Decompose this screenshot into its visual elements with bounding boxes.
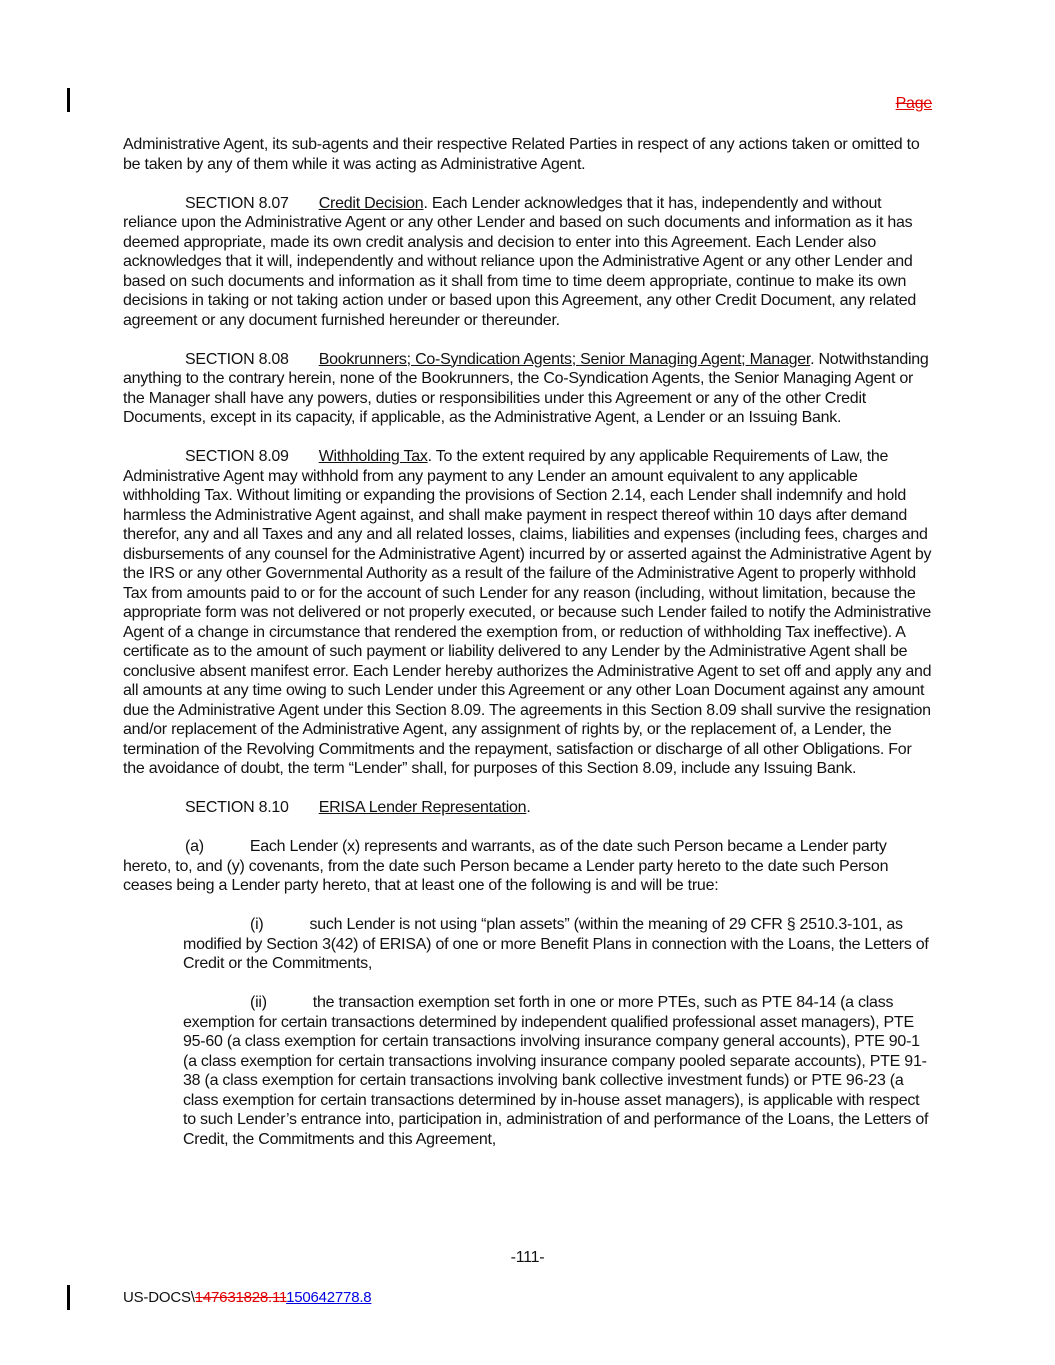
doc-code-prefix: US-DOCS\ [123,1289,195,1306]
section-8-08-paragraph [123,350,935,428]
page-number: -111- [510,1249,545,1266]
subsection-body-text: Each Lender (x) represents and warrants, as of the date such Person became a Lender party hereto, to, and (y) covenants, from the date such Person became a Lender party hereto to the date such Person ceases being a Lender party hereto, that at least one of the following is and will be true: [123,838,889,894]
clause-ii-paragraph [183,993,935,1149]
heading-period: . [526,799,531,816]
section-label: SECTION 8.09 [185,448,289,465]
document-body [123,135,935,1149]
section-8-09-paragraph [123,447,935,779]
revision-change-bar-top [67,88,70,112]
heading-period: . [427,448,432,465]
section-heading: ERISA Lender Representation [318,799,527,816]
clause-body-text: such Lender is not using “plan assets” (within the meaning of 29 CFR § 2510.3-101, as modified by Section 3(42) of ERISA) of one or more Benefit Plans in connection with the Loans, the Letters of Credit or the Commitments, [183,916,929,972]
doc-code-inserted: 150642778.8 [286,1289,372,1306]
clause-body-text: the transaction exemption set forth in one or more PTEs, such as PTE 84-14 (a class exemption for certain transactions determined by independent qualified professional asset managers), PTE 95-60 (a class exemption for certain transactions involving insurance company general accounts), PTE 90-1 (a class exemption for certain transactions involving insurance company pooled separate accounts), PTE 91-38 (a class exemption for certain transactions involving bank collective investment funds) or PTE 96-23 (a class exemption for certain transactions determined by in-house asset managers), is applicable with respect to such Lender’s entrance into, participation in, administration of and performance of the Loans, the Letters of Credit, the Commitments and this Agreement, [183,994,929,1148]
subsection-label: (a) [185,838,204,855]
clause-i-paragraph [183,915,935,974]
clause-label: (ii) [250,994,267,1011]
section-heading: Bookrunners; Co-Syndication Agents; Senior Managing Agent; Manager [318,350,811,368]
heading-period: . [423,194,428,212]
clause-label: (i) [250,916,264,933]
section-label: SECTION 8.07 [185,194,289,212]
section-8-07-paragraph [123,194,935,331]
section-body-text: To the extent required by any applicable Requirements of Law, the Administrative Agent may withhold from any payment to any Lender an amount equivalent to any applicable withholding Tax. Without limiting or expanding the provisions of Section 2.14, each Lender shall indemnify and hold harmless the Administrative Agent against, and shall make payment in respect thereof within 10 days after demand therefor, any and all Taxes and any and all related losses, claims, liabilities and expenses (including fees, charges and disbursements of any counsel for the Administrative Agent) incurred by or asserted against the Administrative Agent by the IRS or any other Governmental Authority as a result of the failure of the Administrative Agent to properly withhold Tax from amounts paid to or for the account of such Lender for any reason (including, without limitation, because the appropriate form was not delivered or not properly executed, or because such Lender failed to notify the Administrative Agent of a change in circumstance that rendered the exemption from, or reduction of withholding Tax ineffective). A certificate as to the amount of such payment or liability delivered to any Lender by the Administrative Agent shall be conclusive absent manifest error. Each Lender hereby authorizes the Administrative Agent to set off and apply any and all amounts at any time owing to such Lender under this Agreement or any other Loan Document against any amount due the Administrative Agent under this Section 8.09. The agreements in this Section 8.09 shall survive the resignation and/or replacement of the Administrative Agent, any assignment of rights by, or the replacement of, a Lender, the termination of the Revolving Commitments and the repayment, satisfaction or discharge of all other Obligations. For the avoidance of doubt, the term “Lender” shall, for purposes of this Section 8.09, include any Issuing Bank. [123,448,932,777]
section-8-10-heading-paragraph [123,798,935,818]
page-header-revision-marker: Page [895,95,932,112]
document-control-number [123,1288,371,1308]
doc-code-deleted: 147631828.11 [194,1289,287,1306]
revision-change-bar-bottom [67,1285,70,1310]
section-body-text: Notwithstanding anything to the contrary herein, none of the Bookrunners, the Co-Syndication Agents, the Senior Managing Agent or the Manager shall have any powers, duties or responsibilities under this Agreement or any of the other Credit Documents, except in its capacity, if applicable, as the Administrative Agent, a Lender or an Issuing Bank. [123,350,929,426]
subsection-a-paragraph [123,837,935,896]
heading-period: . [810,350,815,368]
section-body-text: Each Lender acknowledges that it has, independently and without reliance upon the Administrative Agent or any other Lender and based on such documents and information as it has deemed appropriate, made its own credit analysis and decision to enter into this Agreement. Each Lender also acknowledges that it will, independently and without reliance upon the Administrative Agent or any other Lender and based on such documents and information as it shall from time to time deem appropriate, continue to make its own decisions in taking or not taking action under or based upon this Agreement, any other Credit Document, any related agreement or any document furnished hereunder or thereunder. [123,194,917,329]
section-heading: Withholding Tax [318,448,428,465]
section-label: SECTION 8.10 [185,799,289,816]
paragraph-continuation [123,135,935,174]
section-label: SECTION 8.08 [185,350,289,368]
section-heading: Credit Decision [318,194,424,212]
paragraph-text: Administrative Agent, its sub-agents and their respective Related Parties in respect of any actions taken or omitted to be taken by any of them while it was acting as Administrative Agent. [123,136,920,173]
